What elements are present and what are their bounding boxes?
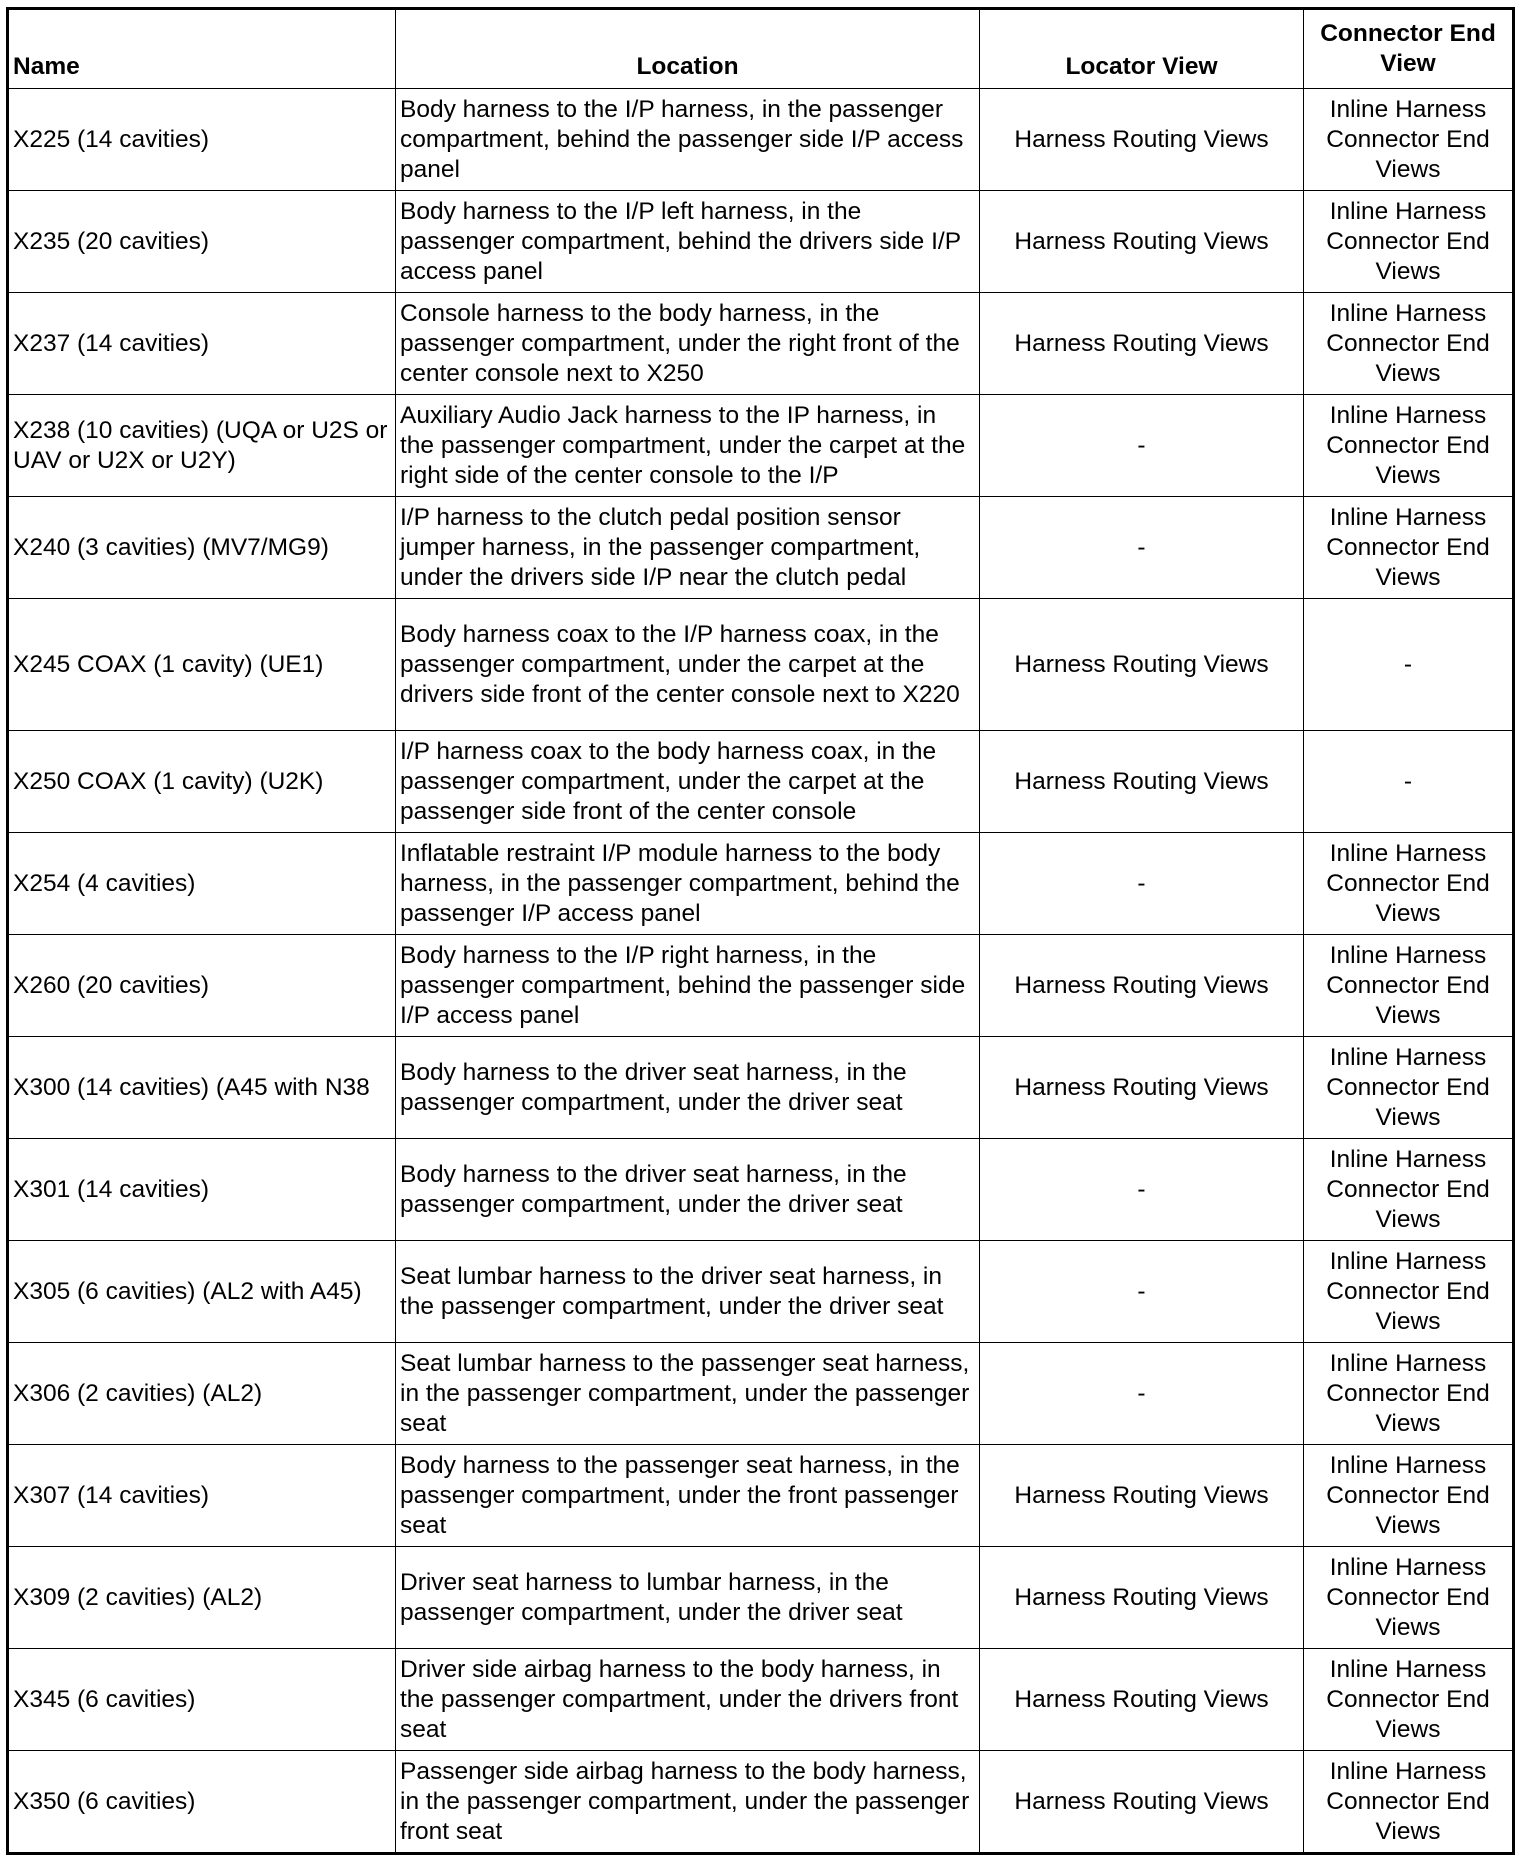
cell-connector-end-view: Inline Harness Connector End Views — [1304, 1343, 1514, 1445]
header-row — [8, 9, 1514, 89]
cell-locator-view: - — [980, 1241, 1304, 1343]
table-row — [8, 731, 1514, 833]
table-row — [8, 1037, 1514, 1139]
cell-location: I/P harness coax to the body harness coax, in the passenger compartment, under the carpet at the passenger side front of the center console — [396, 731, 980, 833]
table-row — [8, 833, 1514, 935]
cell-location: Body harness to the driver seat harness, in the passenger compartment, under the driver seat — [396, 1139, 980, 1241]
table-body — [8, 89, 1514, 1854]
cell-connector-end-view: Inline Harness Connector End Views — [1304, 395, 1514, 497]
cell-location: Body harness coax to the I/P harness coax, in the passenger compartment, under the carpet at the drivers side front of the center console next to X220 — [396, 599, 980, 731]
cell-locator-view: Harness Routing Views — [980, 191, 1304, 293]
cell-name: X237 (14 cavities) — [8, 293, 396, 395]
cell-name: X240 (3 cavities) (MV7/MG9) — [8, 497, 396, 599]
cell-connector-end-view: Inline Harness Connector End Views — [1304, 1445, 1514, 1547]
cell-locator-view: Harness Routing Views — [980, 1751, 1304, 1854]
cell-connector-end-view: Inline Harness Connector End Views — [1304, 1649, 1514, 1751]
cell-connector-end-view: - — [1304, 731, 1514, 833]
table-row — [8, 89, 1514, 191]
cell-locator-view: - — [980, 1343, 1304, 1445]
table-row — [8, 395, 1514, 497]
table-row — [8, 293, 1514, 395]
cell-locator-view: - — [980, 497, 1304, 599]
cell-location: Seat lumbar harness to the passenger seat harness, in the passenger compartment, under the passenger seat — [396, 1343, 980, 1445]
cell-name: X305 (6 cavities) (AL2 with A45) — [8, 1241, 396, 1343]
cell-locator-view: Harness Routing Views — [980, 1445, 1304, 1547]
table-row — [8, 1343, 1514, 1445]
cell-connector-end-view: Inline Harness Connector End Views — [1304, 1139, 1514, 1241]
cell-name: X254 (4 cavities) — [8, 833, 396, 935]
cell-locator-view: Harness Routing Views — [980, 599, 1304, 731]
cell-location: Inflatable restraint I/P module harness to the body harness, in the passenger compartment, behind the passenger I/P access panel — [396, 833, 980, 935]
cell-name: X250 COAX (1 cavity) (U2K) — [8, 731, 396, 833]
cell-location: Seat lumbar harness to the driver seat harness, in the passenger compartment, under the driver seat — [396, 1241, 980, 1343]
cell-connector-end-view: Inline Harness Connector End Views — [1304, 833, 1514, 935]
cell-location: I/P harness to the clutch pedal position sensor jumper harness, in the passenger compartment, under the drivers side I/P near the clutch pedal — [396, 497, 980, 599]
cell-name: X225 (14 cavities) — [8, 89, 396, 191]
connector-table — [6, 7, 1515, 1855]
cell-name: X238 (10 cavities) (UQA or U2S or UAV or U2X or U2Y) — [8, 395, 396, 497]
cell-name: X260 (20 cavities) — [8, 935, 396, 1037]
cell-location: Passenger side airbag harness to the body harness, in the passenger compartment, under the passenger front seat — [396, 1751, 980, 1854]
table-row — [8, 1445, 1514, 1547]
cell-locator-view: - — [980, 833, 1304, 935]
cell-locator-view: - — [980, 395, 1304, 497]
cell-connector-end-view: Inline Harness Connector End Views — [1304, 935, 1514, 1037]
header-connector-end-view: Connector End View — [1304, 9, 1514, 89]
cell-location: Driver seat harness to lumbar harness, in the passenger compartment, under the driver seat — [396, 1547, 980, 1649]
cell-location: Auxiliary Audio Jack harness to the IP harness, in the passenger compartment, under the carpet at the right side of the center console to the I/P — [396, 395, 980, 497]
cell-locator-view: Harness Routing Views — [980, 1547, 1304, 1649]
cell-locator-view: - — [980, 1139, 1304, 1241]
cell-locator-view: Harness Routing Views — [980, 293, 1304, 395]
table-row — [8, 1547, 1514, 1649]
cell-location: Body harness to the passenger seat harness, in the passenger compartment, under the front passenger seat — [396, 1445, 980, 1547]
cell-location: Body harness to the I/P harness, in the passenger compartment, behind the passenger side I/P access panel — [396, 89, 980, 191]
cell-name: X350 (6 cavities) — [8, 1751, 396, 1854]
cell-connector-end-view: Inline Harness Connector End Views — [1304, 1547, 1514, 1649]
cell-name: X300 (14 cavities) (A45 with N38 — [8, 1037, 396, 1139]
cell-location: Body harness to the I/P right harness, in the passenger compartment, behind the passenger side I/P access panel — [396, 935, 980, 1037]
cell-location: Console harness to the body harness, in the passenger compartment, under the right front of the center console next to X250 — [396, 293, 980, 395]
table-row — [8, 599, 1514, 731]
table-header — [8, 9, 1514, 89]
table-row — [8, 1241, 1514, 1343]
cell-location: Driver side airbag harness to the body harness, in the passenger compartment, under the drivers front seat — [396, 1649, 980, 1751]
cell-locator-view: Harness Routing Views — [980, 89, 1304, 191]
table-row — [8, 191, 1514, 293]
cell-connector-end-view: Inline Harness Connector End Views — [1304, 191, 1514, 293]
cell-locator-view: Harness Routing Views — [980, 935, 1304, 1037]
cell-connector-end-view: Inline Harness Connector End Views — [1304, 293, 1514, 395]
table-row — [8, 1139, 1514, 1241]
cell-connector-end-view: Inline Harness Connector End Views — [1304, 497, 1514, 599]
cell-locator-view: Harness Routing Views — [980, 731, 1304, 833]
cell-name: X307 (14 cavities) — [8, 1445, 396, 1547]
cell-connector-end-view: Inline Harness Connector End Views — [1304, 1751, 1514, 1854]
cell-connector-end-view: Inline Harness Connector End Views — [1304, 1241, 1514, 1343]
cell-location: Body harness to the I/P left harness, in the passenger compartment, behind the drivers side I/P access panel — [396, 191, 980, 293]
cell-connector-end-view: - — [1304, 599, 1514, 731]
cell-name: X306 (2 cavities) (AL2) — [8, 1343, 396, 1445]
cell-connector-end-view: Inline Harness Connector End Views — [1304, 89, 1514, 191]
header-location: Location — [396, 9, 980, 89]
cell-locator-view: Harness Routing Views — [980, 1037, 1304, 1139]
cell-locator-view: Harness Routing Views — [980, 1649, 1304, 1751]
table-row — [8, 497, 1514, 599]
cell-name: X245 COAX (1 cavity) (UE1) — [8, 599, 396, 731]
cell-name: X301 (14 cavities) — [8, 1139, 396, 1241]
table-row — [8, 1649, 1514, 1751]
table-row — [8, 1751, 1514, 1854]
cell-name: X345 (6 cavities) — [8, 1649, 396, 1751]
header-name: Name — [8, 9, 396, 89]
cell-connector-end-view: Inline Harness Connector End Views — [1304, 1037, 1514, 1139]
header-locator-view: Locator View — [980, 9, 1304, 89]
cell-location: Body harness to the driver seat harness, in the passenger compartment, under the driver seat — [396, 1037, 980, 1139]
cell-name: X309 (2 cavities) (AL2) — [8, 1547, 396, 1649]
table-row — [8, 935, 1514, 1037]
cell-name: X235 (20 cavities) — [8, 191, 396, 293]
